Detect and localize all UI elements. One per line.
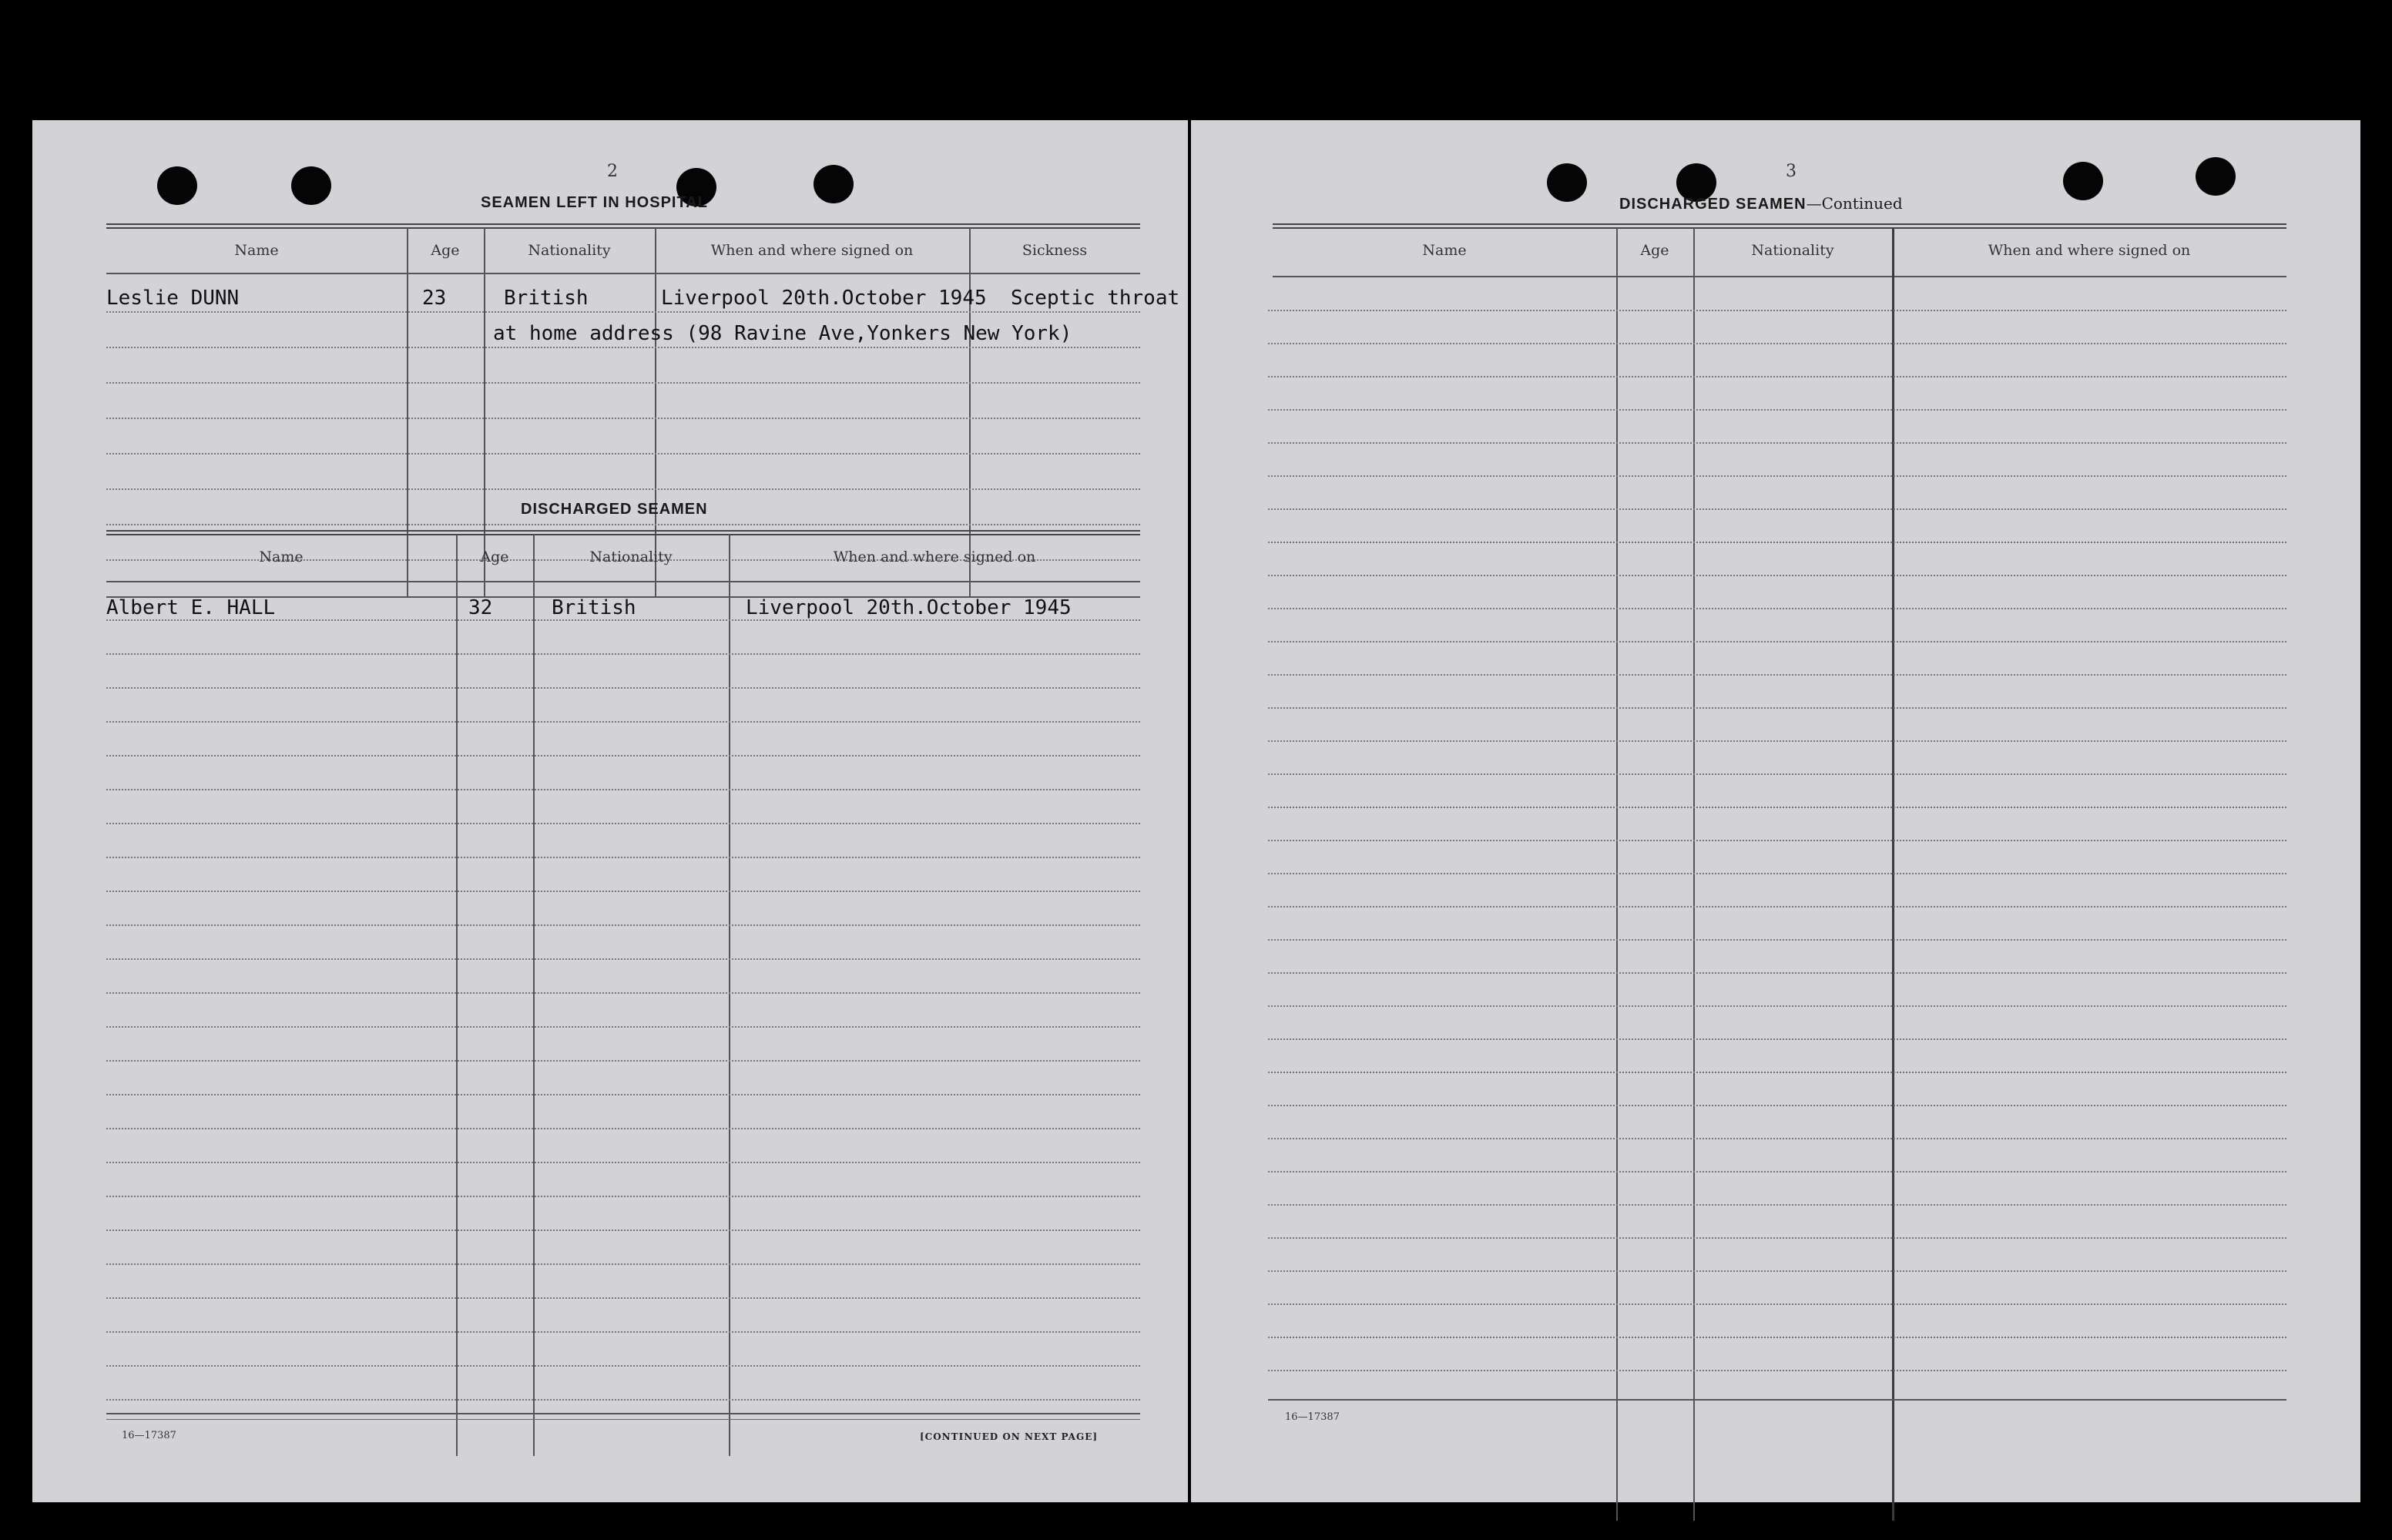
ruled-line [106, 789, 1140, 790]
ruled-line [106, 1230, 1140, 1231]
ruled-line [1268, 1072, 2286, 1073]
column-header-nationality: Nationality [589, 549, 673, 565]
ruled-line [1268, 1171, 2286, 1173]
table-top-rule [106, 530, 1140, 535]
ruled-line [1268, 475, 2286, 477]
ruled-line [1268, 608, 2286, 609]
ruled-line [106, 1399, 1140, 1401]
ruled-line [106, 1331, 1140, 1333]
right-page [1191, 120, 2360, 1502]
hospital-row-age: 23 [422, 287, 447, 310]
column-divider [533, 535, 535, 1456]
ruled-line [1268, 1370, 2286, 1371]
ruled-line [1268, 906, 2286, 908]
table-bottom-rule [106, 1413, 1140, 1414]
ruled-line [1268, 343, 2286, 344]
punch-hole [291, 166, 331, 205]
ruled-line [1268, 1337, 2286, 1338]
column-header-sickness: Sickness [1022, 242, 1088, 259]
ruled-line [1268, 972, 2286, 974]
column-header-name: Name [234, 242, 279, 259]
ruled-line [106, 958, 1140, 960]
ruled-line [1268, 674, 2286, 676]
ruled-line [106, 418, 1140, 419]
ruled-line [106, 619, 1140, 621]
punch-hole [157, 166, 197, 205]
column-header-signed-on: When and where signed on [710, 242, 914, 259]
ruled-line [106, 1196, 1140, 1197]
punch-hole [2063, 162, 2103, 200]
table-bottom-rule [106, 1419, 1140, 1420]
ruled-line [1268, 1303, 2286, 1305]
column-header-age: Age [431, 242, 460, 259]
ruled-line [1268, 873, 2286, 874]
header-bottom-rule [106, 581, 1140, 582]
ruled-line [1268, 1270, 2286, 1272]
column-divider [1892, 228, 1894, 1521]
ruled-line [106, 311, 1140, 313]
continued-note: [CONTINUED ON NEXT PAGE] [920, 1431, 1099, 1442]
ruled-line [1268, 707, 2286, 709]
discharged-continued-title [1619, 194, 1903, 213]
punch-hole [814, 165, 854, 203]
ruled-line [106, 891, 1140, 892]
discharged-row-nationality: British [552, 596, 636, 619]
ruled-line [106, 1365, 1140, 1367]
ruled-line [106, 1128, 1140, 1129]
column-header-signed-on: When and where signed on [1988, 242, 2191, 259]
column-divider [407, 228, 408, 596]
ruled-line [1268, 939, 2286, 941]
ruled-line [1268, 1005, 2286, 1007]
form-number: 16—17387 [122, 1430, 176, 1441]
column-divider [729, 535, 730, 1456]
ruled-line [1268, 376, 2286, 377]
ruled-line [106, 653, 1140, 655]
ruled-line [106, 1162, 1140, 1163]
ruled-line [106, 721, 1140, 723]
hospital-row-note: at home address (98 Ravine Ave,Yonkers New York) [493, 322, 1072, 345]
hospital-row-sickness: Sceptic throat [1011, 287, 1180, 310]
ruled-line [106, 347, 1140, 348]
ruled-line [1268, 1038, 2286, 1040]
column-header-nationality: Nationality [1751, 242, 1834, 259]
ruled-line [106, 924, 1140, 926]
ruled-line [106, 1094, 1140, 1095]
punch-hole [1547, 163, 1587, 202]
ruled-line [1268, 310, 2286, 311]
ruled-line [106, 755, 1140, 757]
ruled-line [1268, 542, 2286, 543]
ruled-line [106, 823, 1140, 824]
discharged-section-title: DISCHARGED SEAMEN [521, 501, 708, 518]
page-number: 3 [1786, 162, 1797, 181]
ruled-line [1268, 1204, 2286, 1206]
ruled-line [106, 488, 1140, 490]
hospital-row-signed-on: Liverpool 20th.October 1945 [661, 287, 987, 310]
ruled-line [106, 382, 1140, 384]
ruled-line [1268, 740, 2286, 742]
ruled-line [1268, 807, 2286, 808]
column-header-age: Age [1640, 242, 1669, 259]
ruled-line [1268, 409, 2286, 411]
discharged-row-name: Albert E. HALL [106, 596, 276, 619]
ruled-line [106, 1297, 1140, 1299]
ruled-line [106, 857, 1140, 858]
table-top-rule [1273, 223, 2286, 229]
ruled-line [106, 1263, 1140, 1265]
page-number: 2 [607, 162, 618, 181]
form-number: 16—17387 [1285, 1411, 1340, 1423]
ruled-line [1268, 442, 2286, 444]
column-header-signed-on: When and where signed on [833, 549, 1036, 565]
table-bottom-rule [1268, 1399, 2286, 1401]
column-divider [655, 228, 656, 596]
ruled-line [106, 1026, 1140, 1028]
header-bottom-rule [1273, 276, 2286, 277]
column-divider [456, 535, 458, 1456]
ruled-line [106, 453, 1140, 455]
ruled-line [1268, 1237, 2286, 1239]
ruled-line [1268, 1138, 2286, 1139]
ruled-line [1268, 575, 2286, 576]
ruled-line [106, 1060, 1140, 1062]
ruled-line [1268, 508, 2286, 510]
column-divider [969, 228, 971, 596]
header-bottom-rule [106, 273, 1140, 274]
punch-hole [2196, 157, 2236, 196]
left-page [32, 120, 1188, 1502]
hospital-section-title: SEAMEN LEFT IN HOSPITAL [481, 194, 708, 211]
column-divider [484, 228, 485, 596]
discharged-continued-title-suffix: —Continued [1806, 194, 1903, 213]
discharged-continued-title-main: DISCHARGED SEAMEN [1619, 196, 1807, 213]
column-header-name: Name [259, 549, 304, 565]
ruled-line [106, 687, 1140, 689]
discharged-row-signed-on: Liverpool 20th.October 1945 [746, 596, 1072, 619]
column-divider [1693, 228, 1695, 1521]
hospital-row-name: Leslie DUNN [106, 287, 240, 310]
hospital-row-nationality: British [504, 287, 589, 310]
ruled-line [106, 992, 1140, 994]
ruled-line [1268, 641, 2286, 643]
column-header-name: Name [1422, 242, 1467, 259]
table-top-rule [106, 223, 1140, 229]
discharged-row-age: 32 [468, 596, 493, 619]
column-header-age: Age [480, 549, 509, 565]
ruled-line [106, 524, 1140, 525]
ruled-line [1268, 1105, 2286, 1106]
column-header-nationality: Nationality [528, 242, 611, 259]
column-divider [1616, 228, 1618, 1521]
ruled-line [1268, 773, 2286, 775]
ruled-line [1268, 840, 2286, 841]
